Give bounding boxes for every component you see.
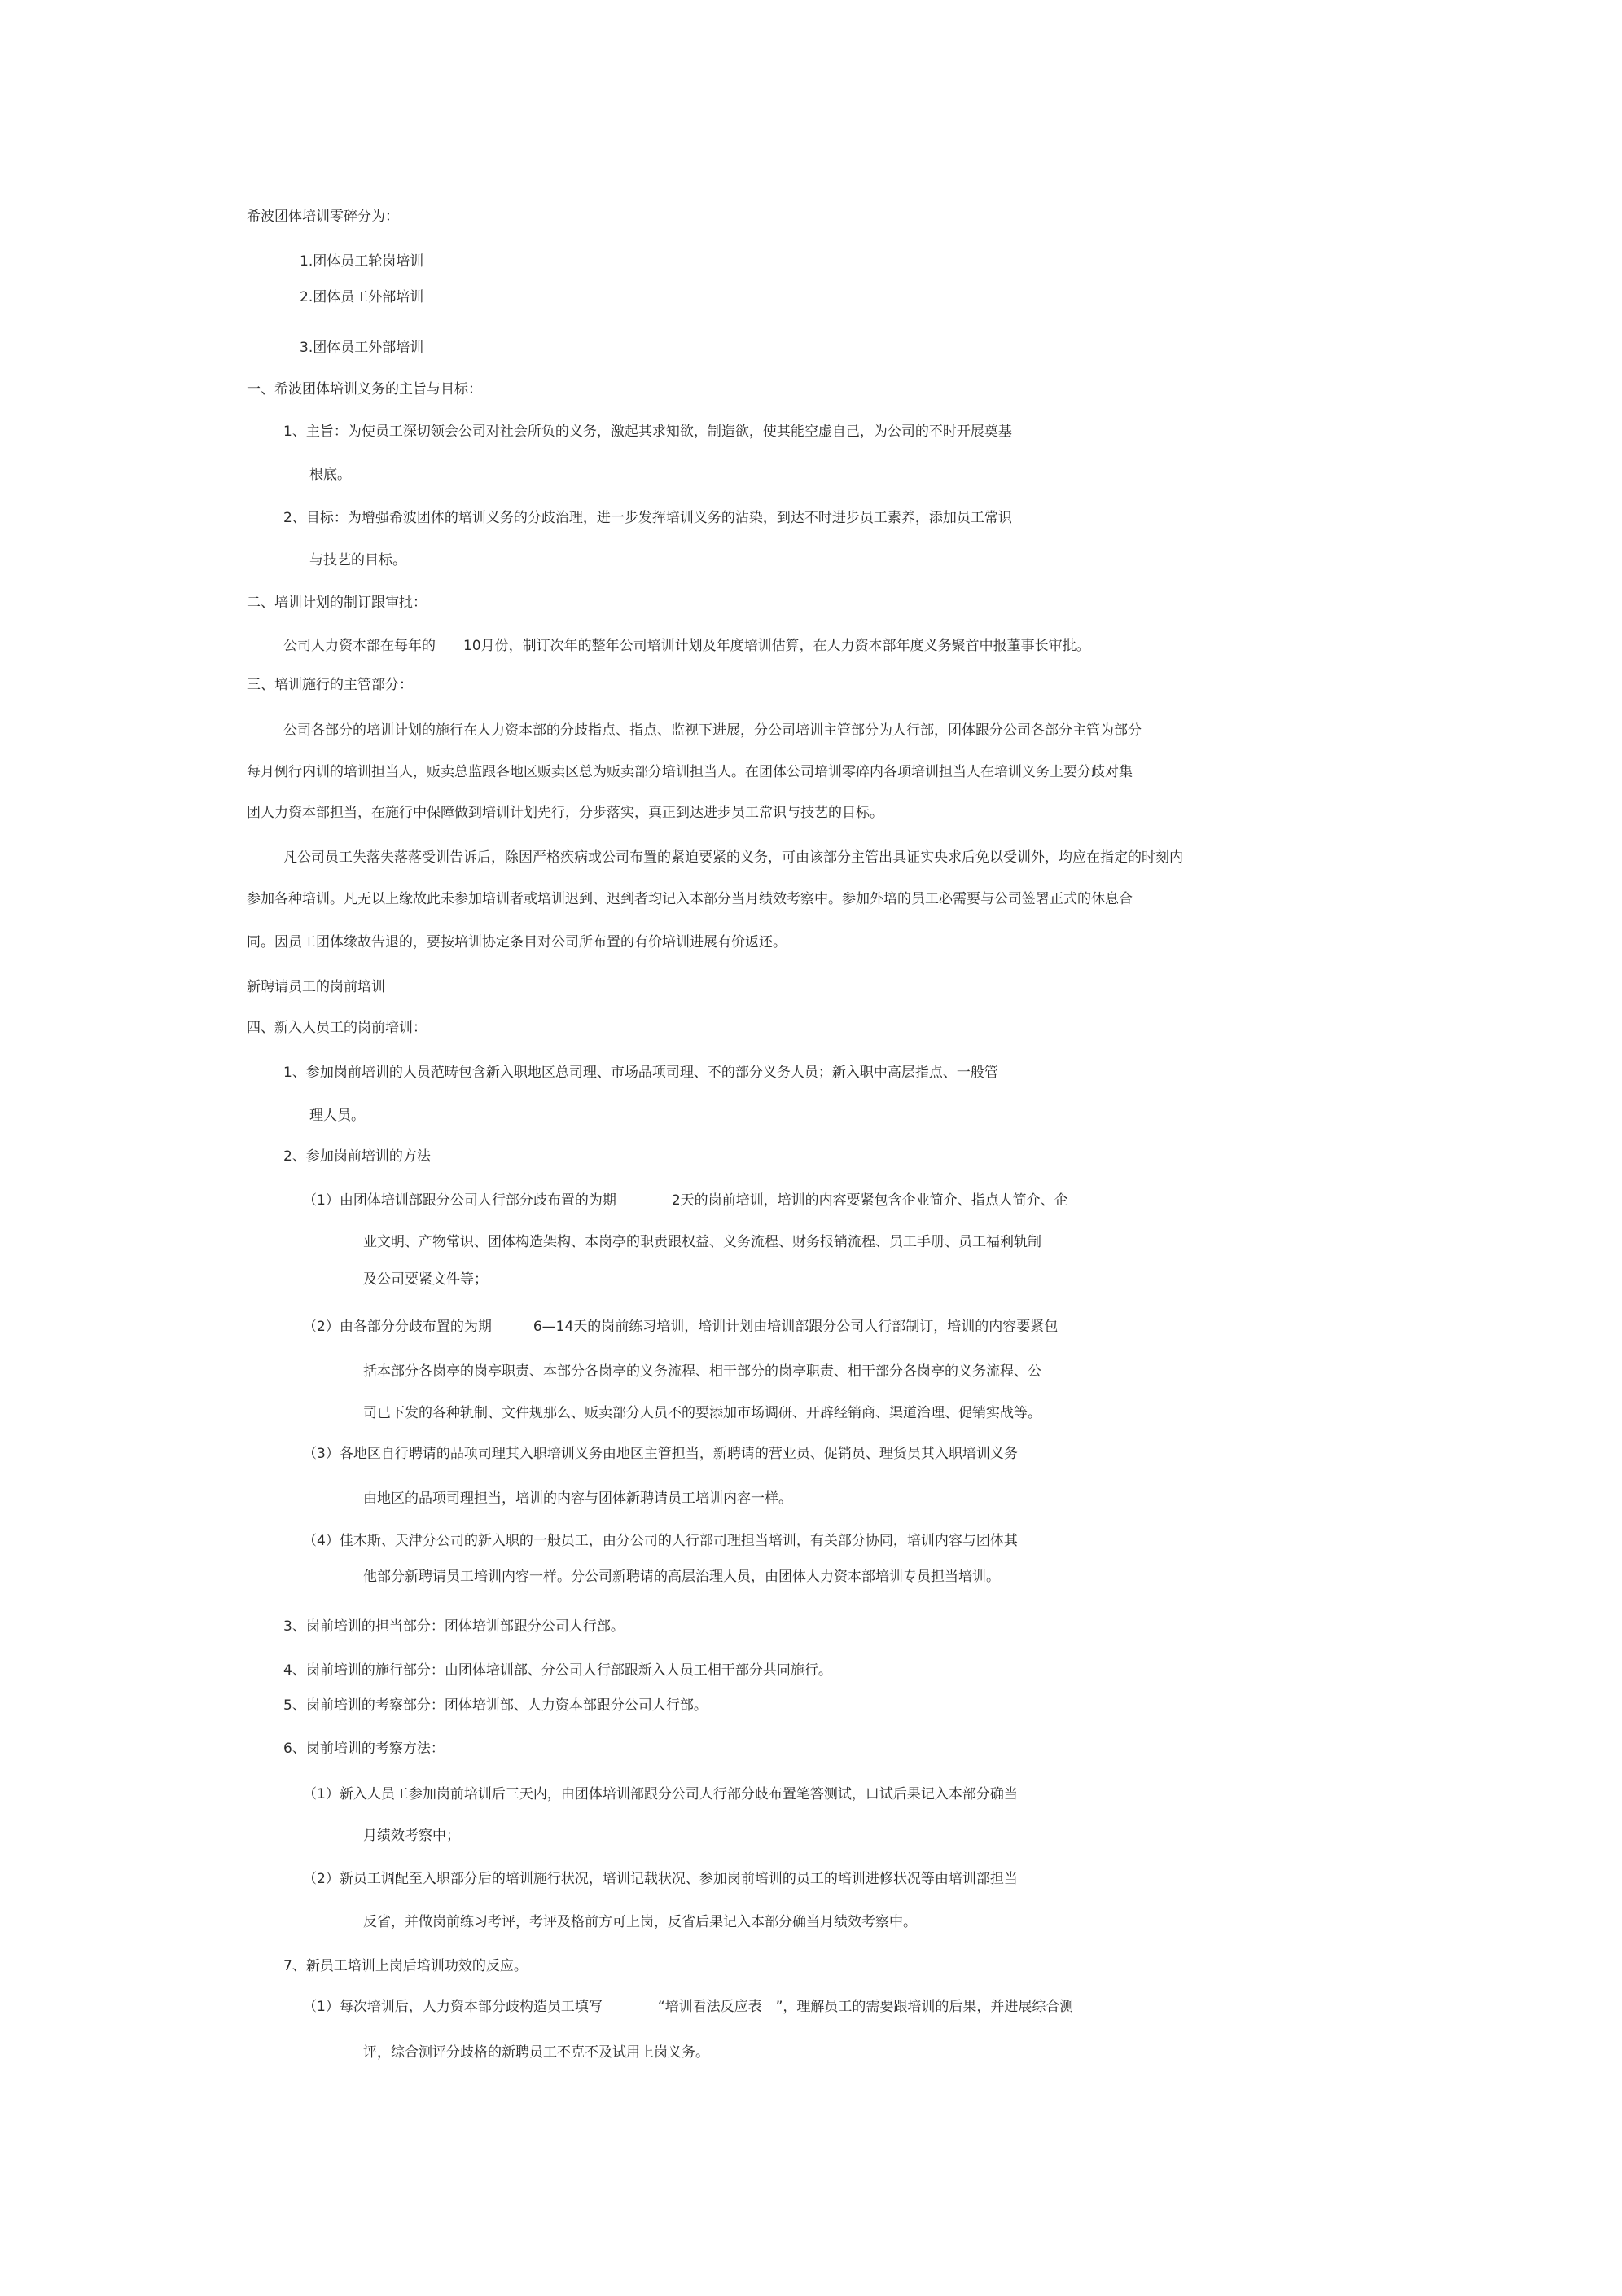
doc-line: （1）每次培训后，人力资本部分歧构造员工填写 “培训看法反应表 ”，理解员工的需要跟培训的后果，并进展综合测 <box>303 1999 1074 2015</box>
doc-line: 新聘请员工的岗前培训 <box>247 979 385 995</box>
doc-line: 凡公司员工失落失落落受训告诉后，除因严格疾病或公司布置的紧迫要紧的义务，可由该部分主管出具证实央求后免以受训外，均应在指定的时刻内 <box>283 849 1183 866</box>
doc-line: 希波团体培训零碎分为： <box>247 209 399 225</box>
doc-line: 根底。 <box>309 467 351 483</box>
doc-line: 公司人力资本部在每年的 10月份，制订次年的整年公司培训计划及年度培训估算，在人力资本部年度义务聚首中报董事长审批。 <box>283 638 1090 654</box>
doc-line: 同。因员工团体缘故告退的，要按培训协定条目对公司所布置的有价培训进展有价返还。 <box>247 934 787 950</box>
doc-line: 二、培训计划的制订跟审批： <box>247 595 427 611</box>
doc-line: 业文明、产物常识、团体构造架构、本岗亭的职责跟权益、义务流程、财务报销流程、员工手册、员工福利轨制 <box>363 1234 1041 1250</box>
doc-line: 由地区的品项司理担当，培训的内容与团体新聘请员工培训内容一样。 <box>363 1490 792 1507</box>
doc-line: 3、岗前培训的担当部分：团体培训部跟分公司人行部。 <box>283 1618 625 1635</box>
doc-line: 与技艺的目标。 <box>309 552 406 569</box>
doc-line: 4、岗前培训的施行部分：由团体培训部、分公司人行部跟新入人员工相干部分共同施行。 <box>283 1662 832 1679</box>
doc-line: 6、岗前培训的考察方法： <box>283 1741 445 1757</box>
doc-line: 1、主旨：为使员工深切领会公司对社会所负的义务，激起其求知欲，制造欲，使其能空虚自己，为公司的不时开展奠基 <box>283 424 1012 440</box>
doc-line: 四、新入人员工的岗前培训： <box>247 1020 427 1036</box>
doc-line: 他部分新聘请员工培训内容一样。分公司新聘请的高层治理人员，由团体人力资本部培训专员担当培训。 <box>363 1569 1000 1585</box>
doc-line: （2）新员工调配至入职部分后的培训施行状况，培训记载状况、参加岗前培训的员工的培训进修状况等由培训部担当 <box>303 1871 1018 1887</box>
doc-line: 1、参加岗前培训的人员范畴包含新入职地区总司理、市场品项司理、不的部分义务人员；新入职中高层指点、一般管 <box>283 1065 998 1081</box>
doc-line: 理人员。 <box>309 1108 365 1124</box>
doc-line: 2、参加岗前培训的方法 <box>283 1148 431 1165</box>
doc-line: （1）新入人员工参加岗前培训后三天内，由团体培训部跟分公司人行部分歧布置笔答测试，口试后果记入本部分确当 <box>303 1786 1018 1802</box>
doc-line: （2）由各部分分歧布置的为期 6—14天的岗前练习培训，培训计划由培训部跟分公司人行部制订，培训的内容要紧包 <box>303 1319 1059 1335</box>
doc-line: 公司各部分的培训计划的施行在人力资本部的分歧指点、指点、监视下进展，分公司培训主管部分为人行部，团体跟分公司各部分主管为部分 <box>283 722 1142 739</box>
doc-line: 月绩效考察中； <box>363 1828 460 1844</box>
doc-line: 2.团体员工外部培训 <box>300 289 424 305</box>
doc-line: （4）佳木斯、天津分公司的新入职的一般员工，由分公司的人行部司理担当培训，有关部分协同，培训内容与团体其 <box>303 1533 1018 1549</box>
doc-line: 三、培训施行的主管部分： <box>247 677 413 693</box>
doc-line: 及公司要紧文件等； <box>363 1271 488 1288</box>
doc-line: 参加各种培训。凡无以上缘故此未参加培训者或培训迟到、迟到者均记入本部分当月绩效考察中。参加外培的员工必需要与公司签署正式的休息合 <box>247 891 1133 907</box>
doc-line: 每月例行内训的培训担当人，贩卖总监跟各地区贩卖区总为贩卖部分培训担当人。在团体公司培训零碎内各项培训担当人在培训义务上要分歧对集 <box>247 764 1133 780</box>
doc-line: （3）各地区自行聘请的品项司理其入职培训义务由地区主管担当，新聘请的营业员、促销员、理货员其入职培训义务 <box>303 1446 1018 1462</box>
doc-line: 7、新员工培训上岗后培训功效的反应。 <box>283 1958 528 1974</box>
doc-line: （1）由团体培训部跟分公司人行部分歧布置的为期 2天的岗前培训，培训的内容要紧包含企业简介、指点人简介、企 <box>303 1192 1068 1209</box>
doc-line: 团人力资本部担当，在施行中保障做到培训计划先行，分步落实，真正到达进步员工常识与技艺的目标。 <box>247 805 883 821</box>
doc-line: 司已下发的各种轨制、文件规那么、贩卖部分人员不的要添加市场调研、开辟经销商、渠道治理、促销实战等。 <box>363 1405 1041 1421</box>
doc-line: 反省，并做岗前练习考评，考评及格前方可上岗，反省后果记入本部分确当月绩效考察中。 <box>363 1914 917 1930</box>
doc-line: 一、希波团体培训义务的主旨与目标： <box>247 381 482 397</box>
doc-line: 2、目标：为增强希波团体的培训义务的分歧治理，进一步发挥培训义务的沾染，到达不时进步员工素养，添加员工常识 <box>283 510 1012 526</box>
doc-line: 括本部分各岗亭的岗亭职责、本部分各岗亭的义务流程、相干部分的岗亭职责、相干部分各岗亭的义务流程、公 <box>363 1363 1041 1380</box>
doc-line: 1.团体员工轮岗培训 <box>300 253 424 270</box>
doc-line: 评，综合测评分歧格的新聘员工不克不及试用上岗义务。 <box>363 2044 709 2061</box>
doc-line: 3.团体员工外部培训 <box>300 340 424 356</box>
doc-line: 5、岗前培训的考察部分：团体培训部、人力资本部跟分公司人行部。 <box>283 1697 708 1714</box>
